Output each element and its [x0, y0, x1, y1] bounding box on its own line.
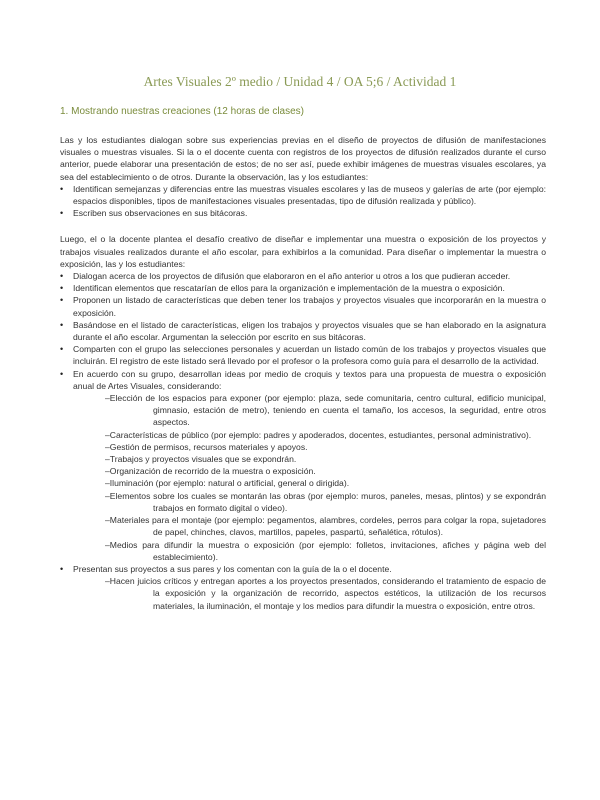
sublist-item: –Elección de los espacios para exponer (por ejemplo: plaza, sede comunitaria, centro cultural, edificio municipal, gimnasio, estación de metro), teniendo en cuenta el tamaño, los accesos, la seguridad, entre otros aspectos. — [105, 393, 546, 428]
intro-paragraph: Las y los estudiantes dialogan sobre sus experiencias previas en el diseño de proyectos de difusión de manifestaciones visuales o muestras visuales. Si la o el docente cuenta con registros de los proyectos de difusión realizados durante el curso anterior, puede elaborar una presentación de estos; de no ser así, puede exhibir imágenes de muestras visuales escolares, ya sea del establecimiento o de otros. Durante la observación, las y los estudiantes: — [60, 135, 546, 182]
list-item: • Escriben sus observaciones en sus bitácoras. — [60, 207, 546, 219]
sublist-item: –Trabajos y proyectos visuales que se expondrán. — [105, 454, 297, 465]
second-paragraph: Luego, el o la docente plantea el desafío creativo de diseñar e implementar una muestra o exposición de los proyectos y trabajos visuales realizados durante el año escolar, para exhibirlos a la comunidad. Para diseñar o implementar la muestra o exposición, las y los estudiantes: — [60, 234, 546, 269]
sublist-item: –Gestión de permisos, recursos materiales y apoyos. — [105, 441, 308, 452]
page-title: Artes Visuales 2º medio / Unidad 4 / OA 5;6 / Actividad 1 — [143, 74, 457, 89]
sublist-item: –Características de público (por ejemplo: padres y apoderados, docentes, estudiantes, personal administrativo). — [105, 429, 532, 440]
document-body — [60, 134, 546, 612]
list-item: • Dialogan acerca de los proyectos de difusión que elaboraron en el año anterior u otros a los que pudieran acceder. — [60, 270, 546, 282]
sublist-item: –Hacen juicios críticos y entregan aportes a los proyectos presentados, considerando el tratamiento de espacio de la exposición y la organización de recorrido, aspectos estéticos, la utilización de los recursos materiales, la iluminación, el montaje y los medios para difundir la muestra o exposición, entre otros. — [105, 576, 546, 611]
section-heading: 1. Mostrando nuestras creaciones (12 horas de clases) — [60, 106, 305, 117]
sublist-item: –Materiales para el montaje (por ejemplo: pegamentos, alambres, cordeles, perros para colgar la ropa, sujetadores de papel, chinches, clavos, martillos, papeles, paspartú, señalética, rótulos). — [105, 515, 546, 538]
sublist-item: –Iluminación (por ejemplo: natural o artificial, general o dirigida). — [105, 478, 350, 489]
list-item: • Basándose en el listado de características, eligen los trabajos y proyectos visuales que se han elaborado en la asignatura durante el año escolar. Argumentan la selección por escrito en sus bitácoras. — [60, 319, 546, 343]
intro-list — [60, 183, 546, 220]
sublist — [73, 575, 546, 612]
list-item: • Identifican elementos que rescatarían de ellos para la organización e implementación de la muestra o exposición. — [60, 282, 546, 294]
list-item: • Identifican semejanzas y diferencias entre las muestras visuales escolares y las de museos y galerías de arte (por ejemplo: espacios disponibles, tipos de manifestaciones visuales presentadas, tipo de difusión realizada y público). — [60, 183, 546, 207]
list-item: • En acuerdo con su grupo, desarrollan ideas por medio de croquis y textos para una propuesta de muestra o exposición anual de Artes Visuales, considerando: –Elección de los espacios para exponer (por ejemplo: plaza, sede comunitaria, centro cultural, edificio municipal, gimnasio, estación de metro), teniendo en cuenta el tamaño, los accesos, la seguridad, entre otros aspectos. –Características de público (por ejemplo: padres y apoderados, docentes, estudiantes, personal administrativo). –Gestión de permisos, recursos materiales y apoyos. –Trabajos y proyectos visuales que se expondrán. –Organización de recorrido de la muestra o exposición. –Iluminación (por ejemplo: natural o artificial, general o dirigida). –Elementos sobre los cuales se montarán las obras (por ejemplo: muros, paneles, mesas, plintos) y se expondrán trabajos en formato digital o video). –Materiales para el montaje (por ejemplo: pegamentos, alambres, cordeles, perros para colgar la ropa, sujetadores de papel, chinches, clavos, martillos, papeles, paspartú, señalética, rótulos). –Medios para difundir la muestra o exposición (por ejemplo: folletos, invitaciones, afiches y página web del establecimiento). — [60, 368, 546, 563]
list-item: • Proponen un listado de características que deben tener los trabajos y proyectos visuales que incorporarán en la muestra o exposición. — [60, 294, 546, 318]
list-item: • Presentan sus proyectos a sus pares y los comentan con la guía de la o el docente. –Hacen juicios críticos y entregan aportes a los proyectos presentados, considerando el tratamiento de espacio de la exposición y la organización de recorrido, aspectos estéticos, la utilización de los recursos materiales, la iluminación, el montaje y los medios para difundir la muestra o exposición, entre otros. — [60, 563, 546, 612]
sublist-item: –Elementos sobre los cuales se montarán las obras (por ejemplo: muros, paneles, mesas, plintos) y se expondrán trabajos en formato digital o video). — [105, 490, 546, 513]
sublist-item: –Organización de recorrido de la muestra o exposición. — [105, 466, 316, 477]
sublist — [73, 392, 546, 563]
sublist-item: –Medios para difundir la muestra o exposición (por ejemplo: folletos, invitaciones, afiches y página web del establecimiento). — [105, 539, 546, 562]
list-item: • Comparten con el grupo las selecciones personales y acuerdan un listado común de los trabajos y proyectos visuales que incluirán. El registro de este listado será llevado por el profesor o la profesora como guía para el desarrollo de la actividad. — [60, 343, 546, 367]
activity-list — [60, 270, 546, 612]
